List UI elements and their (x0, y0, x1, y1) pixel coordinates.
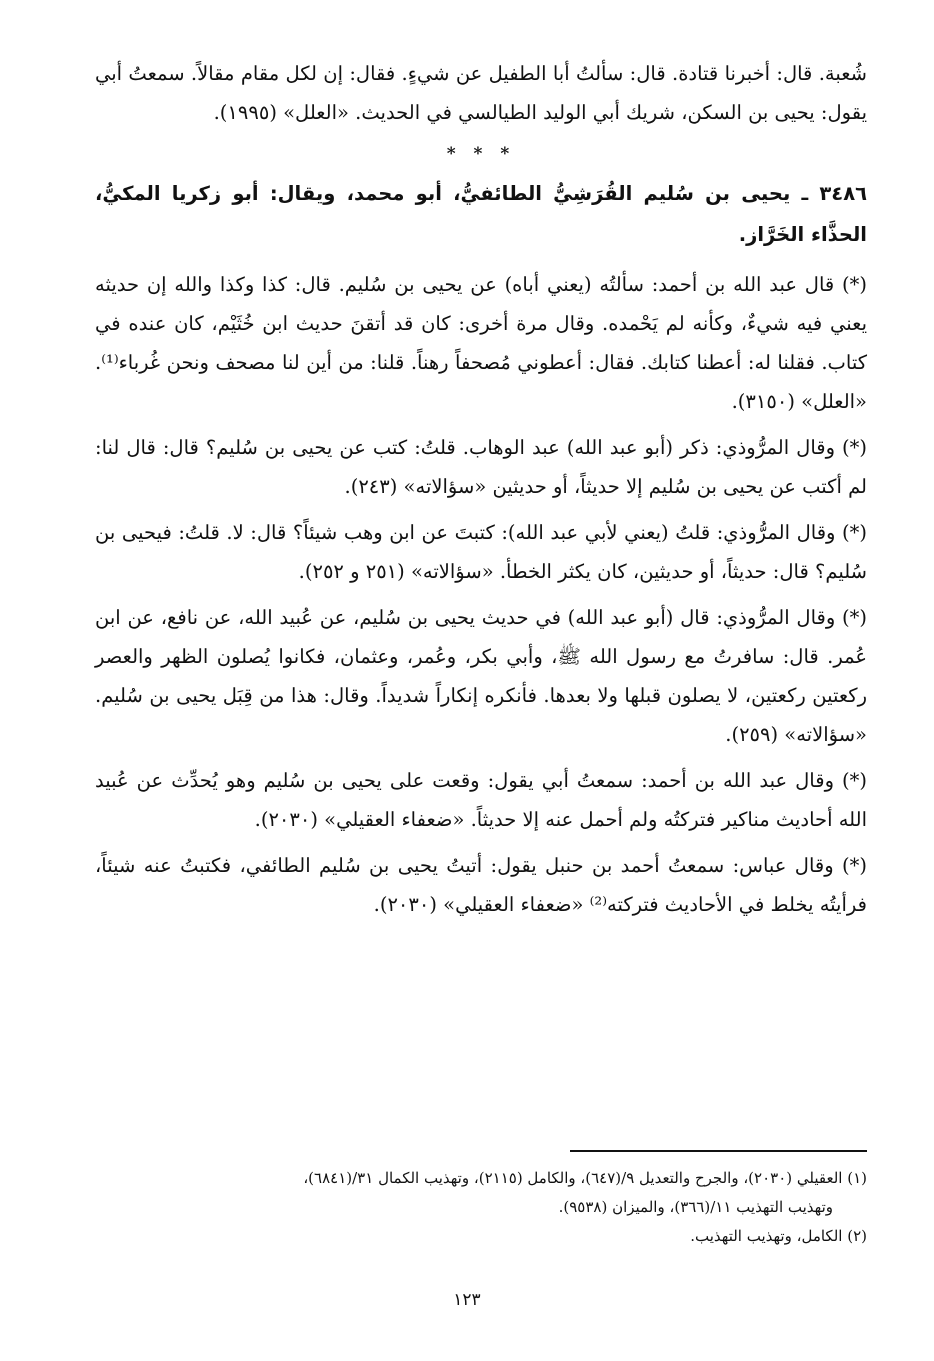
paragraph-1: (*) قال عبد الله بن أحمد: سألتُه (يعني أباه) عن يحيى بن سُليم. قال: كذا وكذا والله إن حديثه يعني فيه شيءٌ، وكأنه لم يَحْمده. وقال مرة أخرى: كان قد أتقنَ حديث ابن خُثَيْم، كان عنده في كتاب. فقلنا له: أعطنا كتابك. فقال: أعطوني مُصحفاً رهناً. قلنا: من أين لنا مصحف ونحن غُرباء⁽¹⁾. «العلل» (٣١٥٠). (95, 273, 867, 413)
entry-heading: ٣٤٨٦ ـ يحيى بن سُليم القُرَشِيُّ الطائفيُّ، أبو محمد، ويقال: أبو زكريا المكيُّ، الحذَّاء الخَرَّاز. (95, 182, 867, 246)
page-number: ١٢٣ (453, 1290, 481, 1310)
paragraph-5: (*) وقال عبد الله بن أحمد: سمعتُ أبي يقول: وقعت على يحيى بن سُليم وهو يُحدِّث عن عُبيد الله أحاديث مناكير فتركتُه ولم أحمل عنه إلا حديثاً. «ضعفاء العقيلي» (٢٠٣٠). (95, 769, 867, 831)
footnote-2: (٢) الكامل، وتهذيب التهذيب. (690, 1227, 867, 1245)
paragraph-4: (*) وقال المرُّوذي: قال (أبو عبد الله) في حديث يحيى بن سُليم، عن عُبيد الله، عن نافع، عن ابن عُمر. قال: سافرتُ مع رسول الله ﷺ، وأبي بكر، وعُمر، وعثمان، فكانوا يُصلون الظهر والعصر ركعتين ركعتين، لا يصلون قبلها ولا بعدها. فأنكره إنكاراً شديداً. وقال: هذا من قِبَل يحيى بن سُليم. «سؤالاته» (٢٥٩). (95, 606, 867, 746)
page-body (95, 54, 867, 931)
footnotes (95, 1164, 867, 1251)
footnote-1-continued: وتهذيب التهذيب ١١/(٣٦٦)، والميزان (٩٥٣٨). (558, 1198, 833, 1216)
section-separator: * * * (446, 144, 516, 164)
paragraph-2: (*) وقال المرُّوذي: ذكر (أبو عبد الله) عبد الوهاب. قلتُ: كتب عن يحيى بن سُليم؟ قال: قال لنا: لم أكتب عن يحيى بن سُليم إلا حديثاً، أو حديثين «سؤالاته» (٢٤٣). (95, 436, 867, 498)
footnote-divider (570, 1150, 867, 1152)
footnote-1: (١) العقيلي (٢٠٣٠)، والجرح والتعديل ٩/(٦٤٧)، والكامل (٢١١٥)، وتهذيب الكمال ٣١/(٦٨٤١)، (303, 1169, 867, 1187)
intro-paragraph: شُعبة. قال: أخبرنا قتادة. قال: سألتُ أبا الطفيل عن شيءٍ. فقال: إن لكل مقام مقالاً. سمعتُ أبي يقول: يحيى بن السكن، شريك أبي الوليد الطيالسي في الحديث. «العلل» (١٩٩٥). (95, 62, 867, 124)
paragraph-3: (*) وقال المرُّوذي: قلتُ (يعني لأبي عبد الله): كتبتَ عن ابن وهب شيئاً؟ قال: لا. قلتُ: فيحيى بن سُليم؟ قال: حديثاً، أو حديثين، كان يكثر الخطأ. «سؤالاته» (٢٥١ و ٢٥٢). (95, 521, 867, 583)
paragraph-6: (*) وقال عباس: سمعتُ أحمد بن حنبل يقول: أتيتُ يحيى بن سُليم الطائفي، فكتبتُ عنه شيئاً، فرأيتُه يخلط في الأحاديث فتركته⁽²⁾ «ضعفاء العقيلي» (٢٠٣٠). (95, 854, 867, 916)
